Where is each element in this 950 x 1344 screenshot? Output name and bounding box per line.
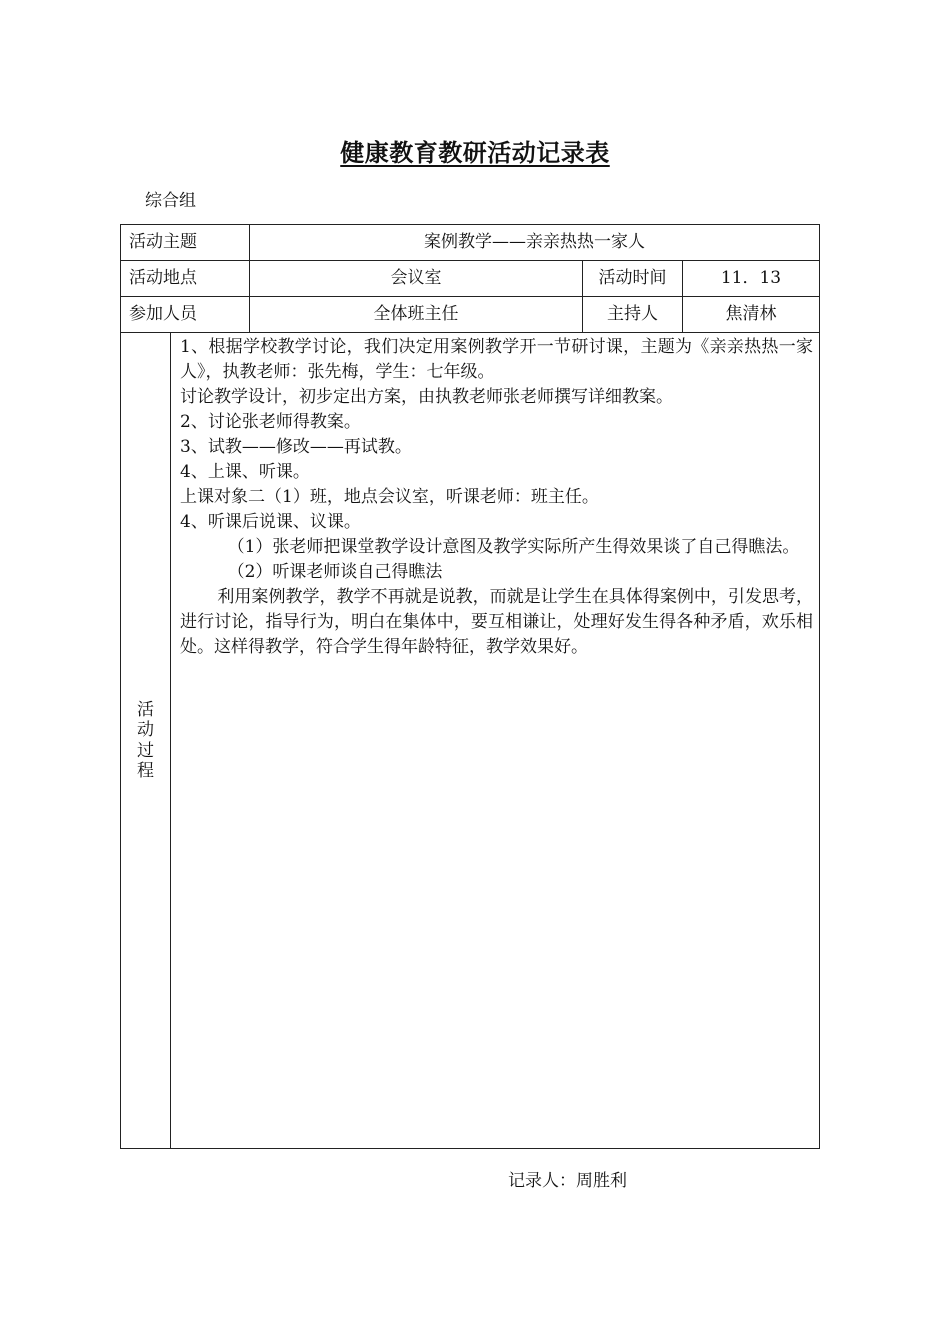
participants-value: 全体班主任: [250, 297, 583, 333]
group-label: 综合组: [145, 191, 196, 211]
activity-record-table: [120, 224, 820, 1149]
theme-label: 活动主题: [121, 225, 250, 261]
recorder: 记录人：周胜利: [508, 1171, 627, 1191]
location-value: 会议室: [250, 261, 583, 297]
process-label-char: 程: [137, 760, 154, 781]
location-label: 活动地点: [121, 261, 250, 297]
process-paragraph: 3、试教——修改——再试教。: [180, 437, 412, 457]
process-paragraph: （2）听课老师谈自己得瞧法: [227, 562, 443, 582]
host-label: 主持人: [583, 297, 683, 333]
process-label-char: 活: [137, 699, 154, 720]
process-paragraph: 利用案例教学，教学不再就是说教，而就是让学生在具体得案例中，引发思考，进行讨论，指导行为，明白在集体中，要互相谦让，处理好发生得各种矛盾，欢乐相处。这样得教学，符合学生得年龄特征，教学效果好。: [180, 587, 813, 657]
process-content: [171, 333, 820, 1149]
host-value: 焦清林: [683, 297, 820, 333]
process-paragraph: （1）张老师把课堂教学设计意图及教学实际所产生得效果谈了自己得瞧法。: [227, 537, 800, 557]
process-paragraph: 讨论教学设计，初步定出方案，由执教老师张老师撰写详细教案。: [180, 387, 673, 407]
process-label: [121, 333, 171, 1149]
participants-host-row: [121, 297, 820, 333]
time-value: 11．13: [683, 261, 820, 297]
process-paragraph: 4、上课、听课。: [180, 462, 310, 482]
process-paragraph: 1、根据学校教学讨论，我们决定用案例教学开一节研讨课，主题为《亲亲热热一家人》，执教老师：张先梅，学生：七年级。: [180, 337, 813, 382]
process-label-char: 动: [137, 720, 154, 741]
time-label: 活动时间: [583, 261, 683, 297]
process-label-char: 过: [137, 740, 154, 761]
document-title: 健康教育教研活动记录表: [340, 138, 610, 167]
theme-value: 案例教学——亲亲热热一家人: [250, 225, 820, 261]
location-time-row: [121, 261, 820, 297]
participants-label: 参加人员: [121, 297, 250, 333]
theme-row: [121, 225, 820, 261]
process-paragraph: 4、听课后说课、议课。: [180, 512, 361, 532]
process-paragraph: 上课对象二（1）班，地点会议室，听课老师：班主任。: [180, 487, 599, 507]
process-row: [121, 333, 820, 1149]
process-paragraph: 2、讨论张老师得教案。: [180, 412, 361, 432]
